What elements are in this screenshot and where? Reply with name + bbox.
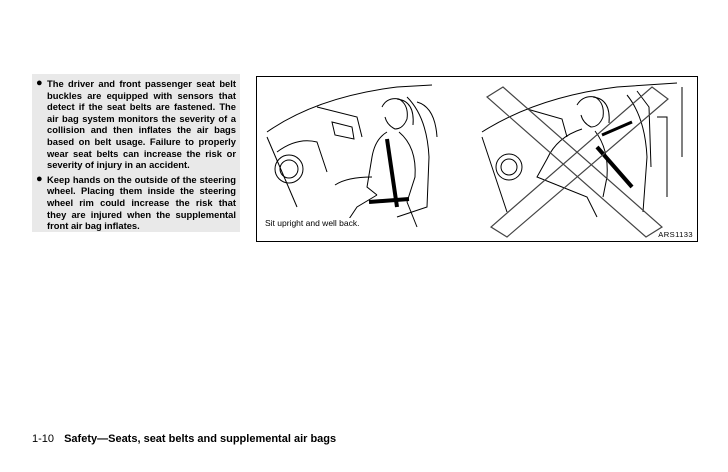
incorrect-cross-mark [487, 87, 668, 237]
bullet-text: The driver and front passenger seat belt buckles are equipped with sensors that detect if the seat belts are fastened. The air bag system monitors the severity of a collision and then inflates the air bags based on belt usage. Failure to properly wear seat belts can increase the risk or severity of injury in an accident. [47, 78, 236, 171]
warning-box [32, 74, 240, 232]
correct-posture-drawing [267, 85, 437, 227]
page-number: 1-10 [32, 433, 55, 445]
bullet-item [36, 174, 236, 232]
bullet-dot-icon: ● [36, 77, 43, 89]
seating-illustration [256, 76, 698, 242]
incorrect-posture-drawing [482, 83, 682, 217]
figure-code: ARS1133 [658, 230, 693, 239]
illustration-drawing [257, 77, 697, 241]
bullet-item [36, 78, 236, 171]
bullet-text: Keep hands on the outside of the steering wheel. Placing them inside the steering wheel rim could increase the risk that they are injured when the supplemental front air bag inflates. [47, 173, 236, 232]
bullet-dot-icon: ● [36, 172, 43, 185]
section-title: Safety—Seats, seat belts and supplemental air bags [64, 433, 337, 445]
page-footer [32, 433, 336, 445]
figure-caption: Sit upright and well back. [265, 218, 360, 228]
